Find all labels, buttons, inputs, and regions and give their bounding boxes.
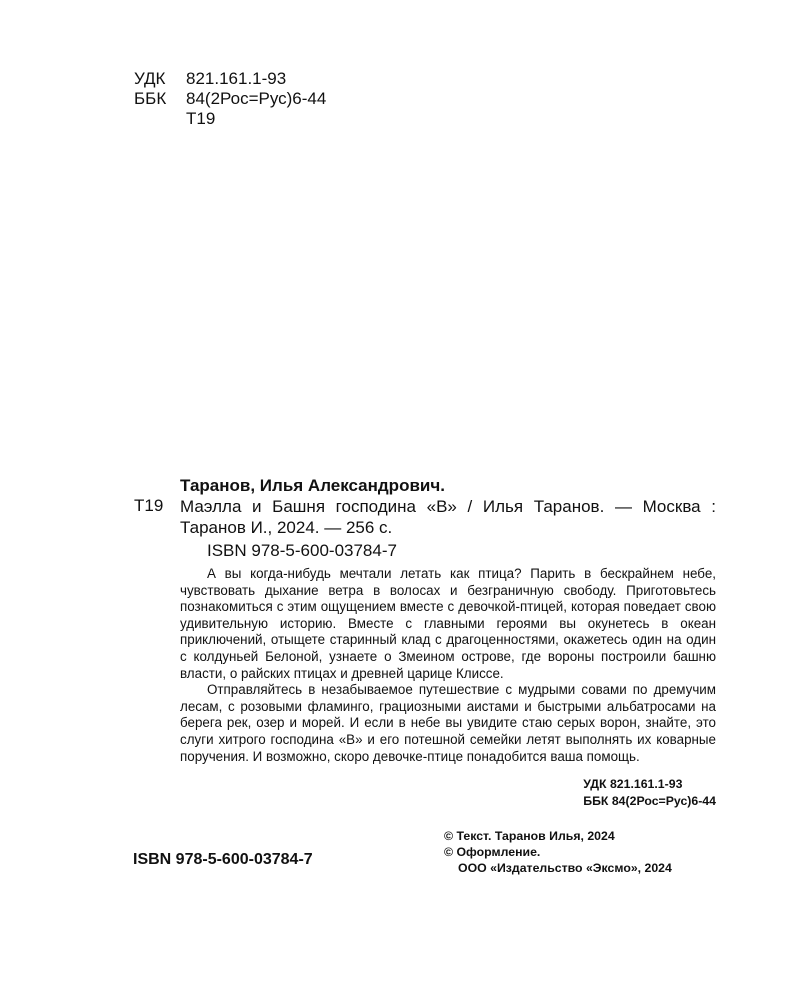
author-heading: Таранов, Илья Александрович. xyxy=(180,476,445,495)
udk-code: УДК 821.161.1-93 xyxy=(583,777,683,791)
annotation-paragraph: А вы когда-нибудь мечтали летать как птица? Парить в бескрайнем небе, чувствовать дыхание ветра в волосах и безграничную свободу. Приготовьтесь познакомиться с этим ощущением вместе с девочкой-птицей, которая поведает свою удивительную историю. Вместе с главными героями вы окунетесь в океан приключений, отыщете старинный клад с драгоценностями, окажетесь один на один с колдуньей Белоной, узнаете о Змеином острове, где вороны построили башню власти, о райских птицах и древней царице Клиссе. xyxy=(180,566,716,681)
bibliographic-description: Маэлла и Башня господина «В» / Илья Таранов. — Москва : Таранов И., 2024. — 256 с. xyxy=(180,497,716,537)
copyright-text: © Текст. Таранов Илья, 2024 xyxy=(444,829,615,843)
udk-value: 821.161.1-93 xyxy=(186,69,287,88)
bbk-row xyxy=(134,89,394,109)
bottom-classification xyxy=(583,776,716,810)
author-sign-left: Т19 xyxy=(134,496,164,515)
bbk-label: ББК xyxy=(134,89,167,108)
copyright-publisher: ООО «Издательство «Эксмо», 2024 xyxy=(458,861,672,875)
annotation xyxy=(180,566,716,765)
udk-row xyxy=(134,69,394,89)
author-sign-top: Т19 xyxy=(186,109,216,128)
bbk-code: ББК 84(2Рос=Рус)6-44 xyxy=(583,794,716,808)
udk-label: УДК xyxy=(134,69,166,88)
copyright-design: © Оформление. xyxy=(444,845,541,859)
copyright-block xyxy=(444,828,672,876)
isbn-bottom: ISBN 978-5-600-03784-7 xyxy=(133,851,313,868)
annotation-paragraph: Отправляйтесь в незабываемое путешествие с мудрыми совами по дремучим лесам, с розовыми фламинго, грациозными аистами и быстрыми альбатросами на берега рек, озер и морей. И если в небе вы увидите стаю серых ворон, знайте, это слуги хитрого господина «В» и его потешной семейки летят выполнять их коварные поручения. И возможно, скоро девочке-птице понадобится ваша помощь. xyxy=(180,682,716,764)
bbk-value: 84(2Рос=Рус)6-44 xyxy=(186,89,327,108)
author-sign-row xyxy=(134,109,394,129)
isbn-record: ISBN 978-5-600-03784-7 xyxy=(207,541,397,560)
top-classification xyxy=(134,69,394,129)
